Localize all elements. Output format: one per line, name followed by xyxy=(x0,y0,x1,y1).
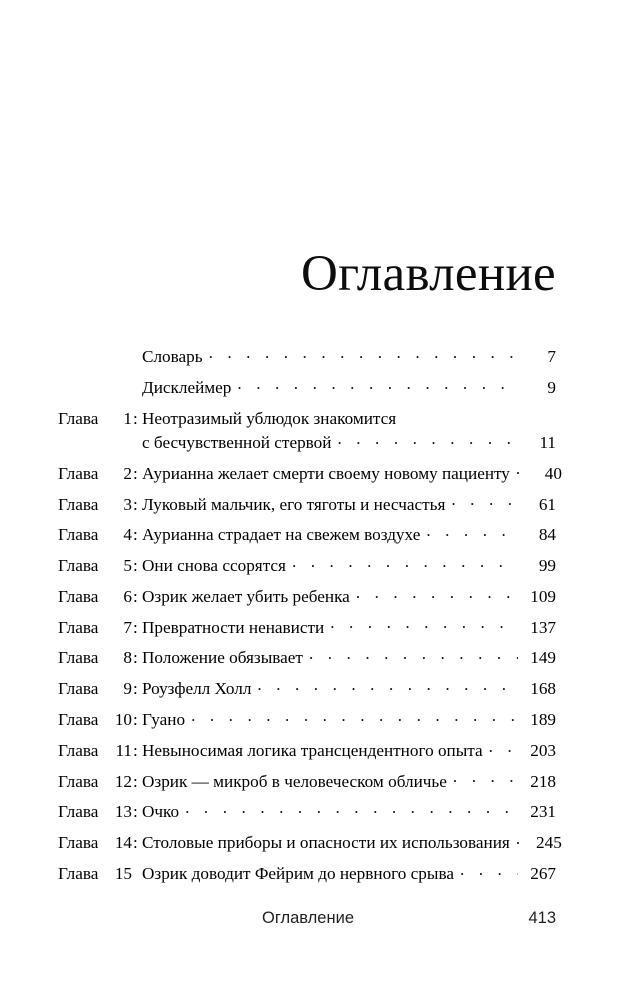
entry-title: Гуано xyxy=(142,709,186,729)
dot-leader xyxy=(460,862,518,879)
toc-entry[interactable] xyxy=(58,769,556,792)
toc-entry-line xyxy=(58,554,556,577)
entry-title: Озрик доводит Фейрим до нервного срыва xyxy=(142,863,454,883)
entry-title: Луковый мальчик, его тяготы и несчастья xyxy=(142,494,446,514)
footer-section-title: Оглавление xyxy=(262,909,354,927)
entry-title: Аурианна страдает на свежем воздухе xyxy=(142,525,421,545)
chapter-number: 3 xyxy=(123,494,132,514)
toc-entry-line xyxy=(58,376,556,399)
entry-page-number: 9 xyxy=(547,377,556,397)
toc-entry[interactable] xyxy=(58,677,556,700)
chapter-number: 9 xyxy=(123,679,132,699)
entry-title: Столовые приборы и опасности их использования xyxy=(142,833,510,853)
toc-entry[interactable] xyxy=(58,554,556,577)
entry-page-number: 84 xyxy=(538,525,556,545)
chapter-colon: : xyxy=(133,525,138,545)
entry-page-number: 149 xyxy=(530,648,556,668)
entry-page-number: 218 xyxy=(530,771,556,791)
toc-entry[interactable] xyxy=(58,492,556,515)
chapter-number: 4 xyxy=(123,525,132,545)
chapter-number: 8 xyxy=(123,648,132,668)
chapter-colon: : xyxy=(133,617,138,637)
chapter-colon: : xyxy=(133,679,138,699)
toc-entry-line xyxy=(58,862,556,885)
toc-entry[interactable] xyxy=(58,523,556,546)
chapter-label: Глава xyxy=(58,408,99,428)
chapter-number: 11 xyxy=(115,740,132,760)
toc-entry-list xyxy=(58,345,562,892)
toc-entry[interactable] xyxy=(58,831,562,854)
toc-entry-line-continuation xyxy=(58,431,556,454)
toc-entry-line xyxy=(58,708,556,731)
chapter-label: Глава xyxy=(58,617,99,637)
entry-title: Аурианна желает смерти своему новому пациенту xyxy=(142,463,510,483)
chapter-label: Глава xyxy=(58,463,99,483)
entry-page-number: 189 xyxy=(530,709,556,729)
entry-title: Озрик — микроб в человеческом обличье xyxy=(142,771,447,791)
entry-title: Неотразимый ублюдок знакомится xyxy=(142,408,397,428)
toc-entry-line xyxy=(58,646,556,669)
entry-title-continuation: с бесчувственной стервой xyxy=(142,432,332,452)
entry-title: Невыносимая логика трансцендентного опыта xyxy=(142,740,483,760)
dot-leader xyxy=(185,800,518,817)
chapter-number: 12 xyxy=(114,771,132,791)
chapter-colon: : xyxy=(133,648,138,668)
toc-entry-line xyxy=(58,739,556,762)
toc-entry[interactable] xyxy=(58,462,562,485)
dot-leader xyxy=(337,431,518,448)
chapter-colon: : xyxy=(133,556,138,576)
chapter-label: Глава xyxy=(58,833,99,853)
entry-title: Роузфелл Холл xyxy=(142,679,252,699)
toc-entry[interactable] xyxy=(58,345,556,368)
chapter-colon: : xyxy=(133,408,138,428)
entry-page-number: 137 xyxy=(530,617,556,637)
chapter-label: Глава xyxy=(58,771,99,791)
toc-entry[interactable] xyxy=(58,739,556,762)
dot-leader xyxy=(489,739,518,756)
chapter-number: 10 xyxy=(114,709,132,729)
toc-entry[interactable] xyxy=(58,407,556,454)
dot-leader xyxy=(453,769,518,786)
entry-title: Они снова ссорятся xyxy=(142,556,286,576)
entry-page-number: 7 xyxy=(547,347,556,367)
chapter-number: 6 xyxy=(123,586,132,606)
chapter-number: 2 xyxy=(123,463,132,483)
dot-leader xyxy=(516,462,524,479)
toc-entry[interactable] xyxy=(58,376,556,399)
toc-entry[interactable] xyxy=(58,585,556,608)
footer-page-number: 413 xyxy=(528,909,556,927)
chapter-label: Глава xyxy=(58,679,99,699)
entry-page-number: 99 xyxy=(538,556,556,576)
chapter-colon: : xyxy=(133,802,138,822)
chapter-number: 14 xyxy=(114,833,132,853)
toc-entry[interactable] xyxy=(58,708,556,731)
toc-entry-line xyxy=(58,800,556,823)
dot-leader xyxy=(309,646,518,663)
entry-page-number: 109 xyxy=(530,586,556,606)
entry-title: Превратности ненависти xyxy=(142,617,325,637)
dot-leader xyxy=(402,407,518,424)
toc-entry-line xyxy=(58,677,556,700)
toc-entry[interactable] xyxy=(58,800,556,823)
dot-leader xyxy=(356,585,518,602)
chapter-label: Глава xyxy=(58,863,99,883)
toc-entry[interactable] xyxy=(58,862,556,885)
dot-leader xyxy=(451,492,518,509)
chapter-colon: : xyxy=(133,709,138,729)
entry-page-number: 267 xyxy=(530,863,556,883)
toc-entry-line xyxy=(58,407,556,430)
entry-page-number: 245 xyxy=(536,833,562,853)
chapter-label: Глава xyxy=(58,709,99,729)
toc-entry-line xyxy=(58,523,556,546)
page-footer xyxy=(58,905,556,931)
entry-page-number: 61 xyxy=(538,494,556,514)
chapter-label: Глава xyxy=(58,525,99,545)
dot-leader xyxy=(209,345,518,362)
entry-title: Словарь xyxy=(142,347,203,367)
dot-leader xyxy=(292,554,518,571)
chapter-colon: : xyxy=(133,463,138,483)
chapter-label: Глава xyxy=(58,802,99,822)
chapter-colon: : xyxy=(133,833,138,853)
entry-title: Положение обязывает xyxy=(142,648,303,668)
toc-entry-line xyxy=(58,585,556,608)
chapter-number: 15 xyxy=(114,863,132,883)
chapter-number: 13 xyxy=(114,802,132,822)
chapter-number: 5 xyxy=(123,556,132,576)
dot-leader xyxy=(237,376,518,393)
chapter-colon: : xyxy=(133,494,138,514)
chapter-label: Глава xyxy=(58,494,99,514)
entry-title: Очко xyxy=(142,802,180,822)
entry-page-number: 11 xyxy=(539,432,556,452)
toc-entry-line xyxy=(58,769,556,792)
chapter-colon: : xyxy=(133,740,138,760)
chapter-label: Глава xyxy=(58,586,99,606)
toc-entry-line xyxy=(58,831,562,854)
chapter-number: 1 xyxy=(123,408,132,428)
chapter-colon: : xyxy=(133,771,138,791)
toc-entry[interactable] xyxy=(58,615,556,638)
dot-leader xyxy=(191,708,518,725)
chapter-label: Глава xyxy=(58,648,99,668)
page-title: Оглавление xyxy=(301,246,556,302)
toc-entry-line xyxy=(58,345,556,368)
dot-leader xyxy=(330,615,518,632)
dot-leader xyxy=(426,523,518,540)
chapter-label: Глава xyxy=(58,556,99,576)
dot-leader xyxy=(257,677,518,694)
entry-page-number: 40 xyxy=(544,463,562,483)
toc-entry-line xyxy=(58,615,556,638)
chapter-number: 7 xyxy=(123,617,132,637)
dot-leader xyxy=(516,831,524,848)
toc-entry-line xyxy=(58,462,562,485)
chapter-label: Глава xyxy=(58,740,99,760)
toc-entry[interactable] xyxy=(58,646,556,669)
entry-title: Дисклеймер xyxy=(142,377,232,397)
chapter-colon: : xyxy=(133,586,138,606)
entry-page-number: 203 xyxy=(530,740,556,760)
entry-page-number: 231 xyxy=(530,802,556,822)
toc-entry-line xyxy=(58,492,556,515)
entry-title: Озрик желает убить ребенка xyxy=(142,586,350,606)
entry-page-number: 168 xyxy=(530,679,556,699)
